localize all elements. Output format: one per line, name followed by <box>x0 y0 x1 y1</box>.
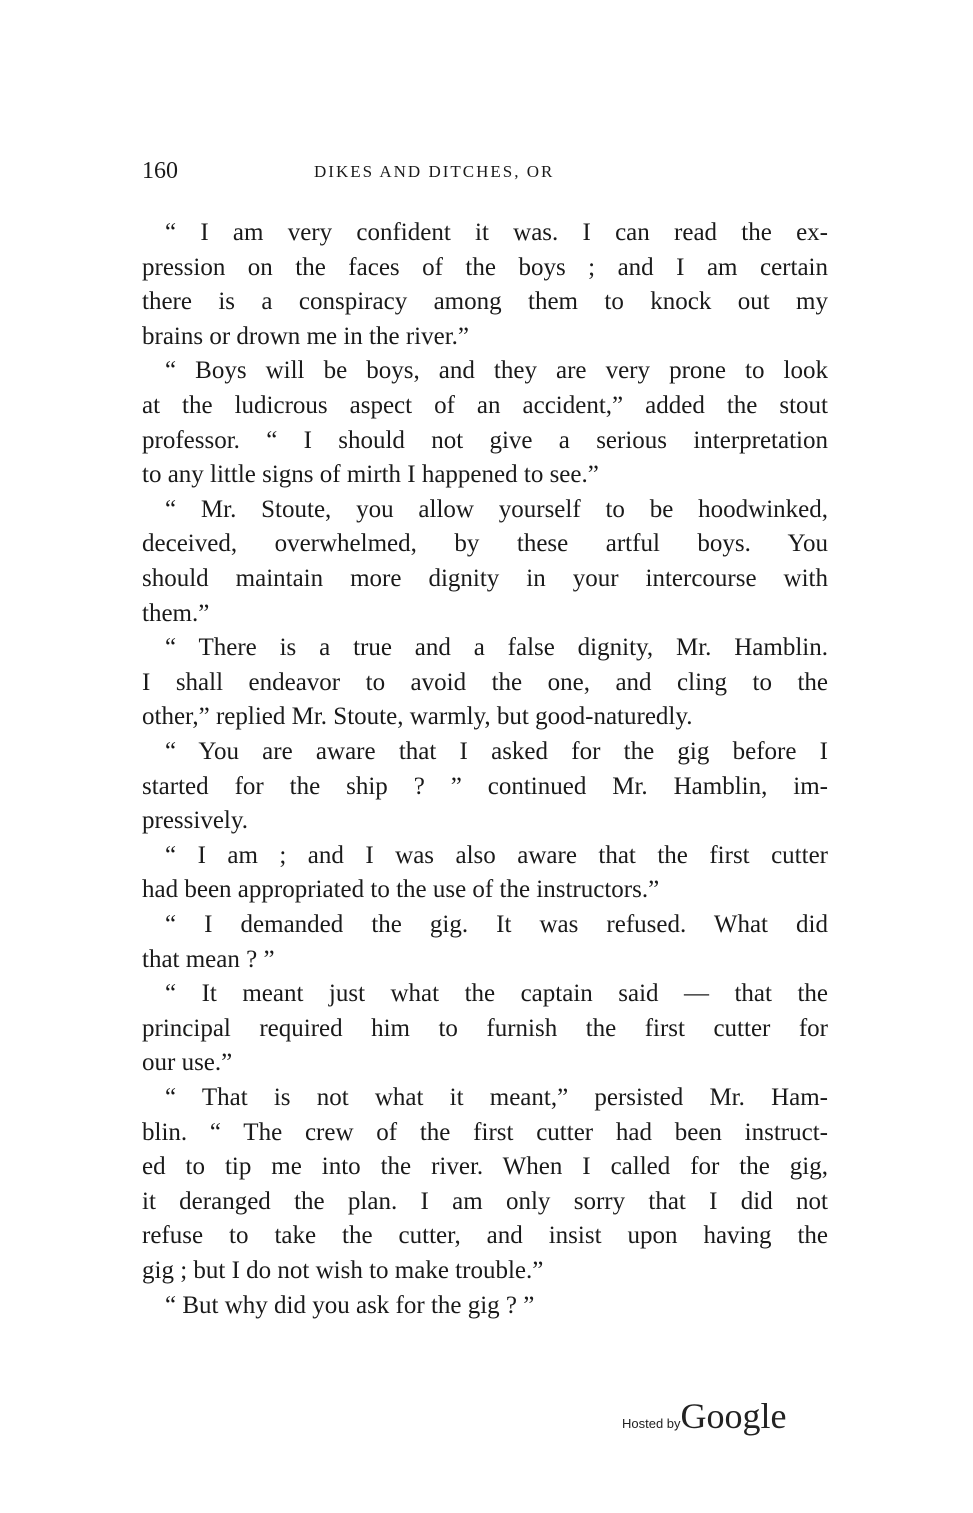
running-head: DIKES AND DITCHES, OR <box>314 162 555 181</box>
text-line: brains or drown me in the river.” <box>142 322 469 350</box>
google-logo: Google <box>680 1396 787 1436</box>
text-line: I shall endeavor to avoid the one, and cling to the <box>142 668 828 696</box>
text-line: it deranged the plan. I am only sorry that I did not <box>142 1187 828 1215</box>
text-line: at the ludicrous aspect of an accident,” added the stout <box>142 392 828 419</box>
text-line: pression on the faces of the boys ; and I am certain <box>142 253 828 281</box>
text-line: “ But why did you ask for the gig ? ” <box>165 1291 535 1319</box>
text-line: “ It meant just what the captain said — that the <box>165 980 828 1008</box>
text-line: professor. “ I should not give a serious interpretation <box>142 426 828 454</box>
text-line: “ That is not what it meant,” persisted Mr. Ham- <box>165 1084 828 1111</box>
text-line: blin. “ The crew of the first cutter had been instruct- <box>142 1118 828 1146</box>
text-line: “ There is a true and a false dignity, Mr. Hamblin. <box>165 634 828 662</box>
text-line: ed to tip me into the river. When I called for the gig, <box>142 1153 828 1181</box>
text-line: “ I demanded the gig. It was refused. What did <box>165 911 828 938</box>
text-line: deceived, overwhelmed, by these artful boys. You <box>142 530 828 558</box>
text-line: refuse to take the cutter, and insist upon having the <box>142 1222 828 1250</box>
text-line: pressively. <box>142 807 248 835</box>
text-line: there is a conspiracy among them to knock out my <box>142 288 828 316</box>
text-line: “ I am very confident it was. I can read the ex- <box>165 219 828 246</box>
text-line: started for the ship ? ” continued Mr. Hamblin, im- <box>142 772 828 800</box>
text-line: that mean ? ” <box>142 945 275 973</box>
text-line: to any little signs of mirth I happened to see.” <box>142 461 599 489</box>
text-line: principal required him to furnish the first cutter for <box>142 1014 828 1042</box>
text-line: gig ; but I do not wish to make trouble.” <box>142 1257 544 1284</box>
text-line: “ I am ; and I was also aware that the first cutter <box>165 841 828 869</box>
text-line: our use.” <box>142 1049 233 1077</box>
text-line: “ Mr. Stoute, you allow yourself to be hoodwinked, <box>165 495 828 523</box>
page-number: 160 <box>142 158 178 184</box>
text-line: had been appropriated to the use of the instructors.” <box>142 876 660 904</box>
text-line: “ Boys will be boys, and they are very prone to look <box>165 357 828 385</box>
text-line: “ You are aware that I asked for the gig before I <box>165 738 828 765</box>
hosted-by-label: Hosted by <box>622 1416 681 1431</box>
text-line: other,” replied Mr. Stoute, warmly, but good-naturedly. <box>142 703 693 731</box>
text-line: them.” <box>142 599 210 627</box>
text-line: should maintain more dignity in your intercourse with <box>142 565 828 592</box>
hosted-by-google-watermark <box>622 1395 787 1437</box>
